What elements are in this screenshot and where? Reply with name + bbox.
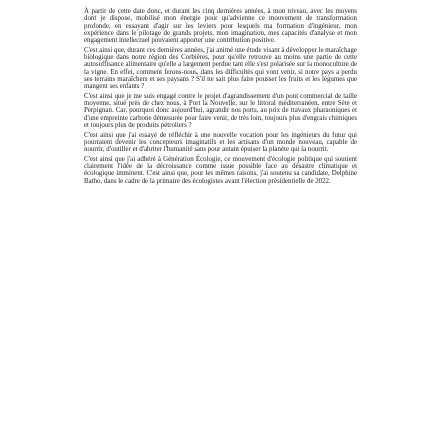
paragraph-2: C'est ainsi que, durant ces dernières années, j'ai animé une étude visant à développer le maraîchage biologique dans notre région des Corbières, pour qu'elle retrouve au moins une partie de cette autosuffisance alimentaire qu'elle a largement perdue tant elle s'est polarisée sur la monoculture de la vigne. En effet, comment ferons-nous, dans les difficultés qui vont venir, si notre pays a perdu ses terrains maraîchers et ses paysans ? S'il ne sait plus faire pousser les fruits et les légumes que mangent ses enfants ? [84, 46, 357, 91]
paragraph-5: C'est ainsi que j'ai adhéré à Génération Écologie, ce mouvement d'écologie politique qui soutient clairement l'idée de la décroissance comme issue possible face au désastre climatique et écologique imminent. C'est ainsi que, pour les mêmes raisons, j'ai soutenu sa candidate, Delphine Batho, dans le cadre de la primaire des écologistes avant l'élection présidentielle de 2022. [84, 155, 357, 185]
paragraph-3: C'est ainsi que je me suis engagé contre le projet d'agrandissement d'un pont commercial de taille moyenne, situé près de chez nous, à Port la Nouvelle, sur le littoral méditerranéen, entre Sète et Perpignan. Car, pourquoi donc aujourd'hui, agrandir nos ports, au prix de travaux pharaoniques et d'une empreinte carbone démesurée pour faire venir, de très loin, toujours plus d'engrais chimiques et toujours plus de produits pétroliers ? [84, 92, 357, 130]
paragraph-1: À partir de cette date donc, et durant les cinq dernières années, à mon niveau, avec les moyens dont je dispose, mobilisé mon énergie pour qu'advienne ce mouvement de transformation profonde, en essayant d'agir sur les leviers pour lesquels ma formation d'ingénieur, mon expérience dans le pilotage de grands projets, mon imagination, mes capacités d'analyse et mon engagement intellectuel pouvaient apporter une contribution positive. [84, 8, 357, 45]
paragraph-4: C'est ainsi que j'ai essayé de réfléchir à une nouvelle vocation pour les ingénieurs du futur qui pourraient devenir les concepteurs imaginatifs et les artisans d'un monde nouveau, capable de nourrir, d'outiller et d'abriter l'humanité sans pour autant épuiser la planète qui la nourrit. [84, 131, 357, 154]
